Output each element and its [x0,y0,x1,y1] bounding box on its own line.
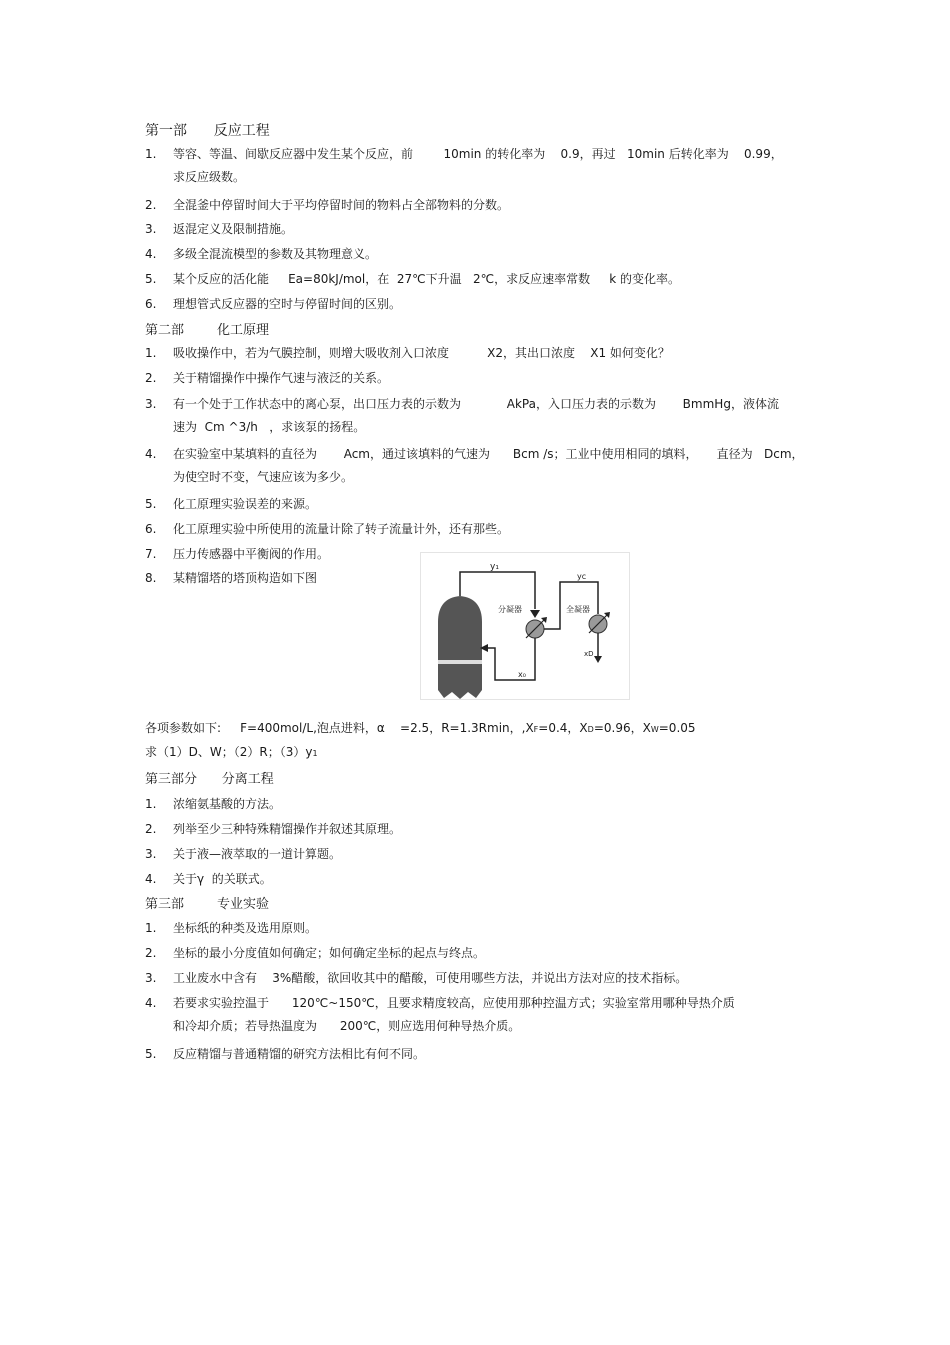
label-partial-condenser: 分凝器 [498,605,522,614]
item-text: 多级全混流模型的参数及其物理意义。 [173,247,378,261]
section-title-reaction-engineering: 第一部 反应工程 [145,123,270,139]
label-xd: xD [584,650,594,658]
params-text: 各项参数如下: F=400mol/L,泡点进料，α =2.5，R=1.3Rmin，,X [145,721,534,735]
label-y1: y₁ [490,562,499,572]
item-text: 化工原理实验误差的来源。 [173,497,318,511]
item-text: 工业废水中含有 3%醋酸，欲回收其中的醋酸，可使用哪些方法，并说出方法对应的技术指标。 [173,971,688,985]
item-number: 1. [145,147,157,161]
question-line [145,743,318,760]
item-number: 5. [145,497,157,511]
section-title-chemical-principles: 第二部 化工原理 [145,323,270,338]
item-text: 吸收操作中，若为气膜控制，则增大吸收剂入口浓度 X2，其出口浓度 X1 如何变化？ [173,346,670,360]
item-text: 返混定义及限制措施。 [173,222,294,236]
item-text: 浓缩氨基酸的方法。 [173,797,282,811]
question-text: 求（1）D、W；（2）R；（3）y [145,745,313,759]
item-text: 理想管式反应器的空时与停留时间的区别。 [173,297,402,311]
parameters-line [145,719,696,736]
item-text: 等容、等温、间歇反应器中发生某个反应，前 10min 的转化率为 0.9，再过 10min 后转化率为 0.99， 求反应级数。 [173,147,783,184]
label-total-condenser: 全凝器 [566,605,590,614]
item-text: 某个反应的活化能 Ea=80kJ/mol，在 27℃下升温 2℃，求反应速率常数 k 的变化率。 [173,272,680,286]
item-number: 3. [145,222,157,236]
item-text: 压力传感器中平衡阀的作用。 [173,547,330,561]
item-text: 在实验室中某填料的直径为 Acm，通过该填料的气速为 Bcm /s；工业中使用相同的填料， 直径为 Dcm， 为使空时不变，气速应该为多少。 [173,447,804,484]
item-number: 6. [145,297,157,311]
params-text: =0.4，X [538,721,588,735]
item-text: 若要求实验控温于 120℃~150℃，且要求精度较高，应使用那种控温方式；实验室常用哪种导热介质 和冷却介质；若导热温度为 200℃，则应选用何种导热介质。 [173,996,735,1033]
item-text: 关于γ 的关联式。 [173,872,272,886]
item-number: 2. [145,946,157,960]
item-number: 4. [145,872,157,886]
item-number: 1. [145,921,157,935]
subscript-1: 1 [312,749,318,758]
item-number: 3. [145,971,157,985]
item-text: 坐标纸的种类及选用原则。 [173,921,318,935]
item-number: 2. [145,198,157,212]
item-number: 8. [145,571,157,585]
item-number: 3. [145,847,157,861]
item-text: 关于精馏操作中操作气速与液泛的关系。 [173,371,390,385]
item-number: 5. [145,272,157,286]
item-text: 全混釜中停留时间大于平均停留时间的物料占全部物料的分数。 [173,198,510,212]
item-number: 2. [145,822,157,836]
item-text: 列举至少三种特殊精馏操作并叙述其原理。 [173,822,402,836]
item-number: 6. [145,522,157,536]
section-title-professional-experiment: 第三部 专业实验 [145,897,270,912]
item-number: 3. [145,397,157,411]
item-number: 1. [145,346,157,360]
item-number: 4. [145,996,157,1010]
params-text: =0.96，X [593,721,651,735]
distillation-column-diagram [420,552,630,700]
item-text: 关于液—液萃取的一道计算题。 [173,847,342,861]
item-text: 化工原理实验中所使用的流量计除了转子流量计外，还有那些。 [173,522,510,536]
item-number: 4. [145,247,157,261]
section-title-separation-engineering: 第三部分 分离工程 [145,772,274,787]
item-number: 5. [145,1047,157,1061]
subscript-f: F [533,725,539,734]
item-text: 某精馏塔的塔顶构造如下图 [173,571,318,585]
item-number: 2. [145,371,157,385]
label-x0: x₀ [518,670,526,679]
item-text: 有一个处于工作状态中的离心泵，出口压力表的示数为 AkPa，入口压力表的示数为 BmmHg，液体流 速为 Cm ^3/h ，求该泵的扬程。 [173,397,779,434]
item-number: 1. [145,797,157,811]
column-vessel [438,596,482,699]
subscript-d: D [587,725,594,734]
item-number: 4. [145,447,157,461]
label-yc: yc [577,572,587,581]
item-text: 反应精馏与普通精馏的研究方法相比有何不同。 [173,1047,426,1061]
item-number: 7. [145,547,157,561]
params-text: =0.05 [658,721,696,735]
subscript-w: W [650,725,659,734]
item-text: 坐标的最小分度值如何确定；如何确定坐标的起点与终点。 [173,946,486,960]
